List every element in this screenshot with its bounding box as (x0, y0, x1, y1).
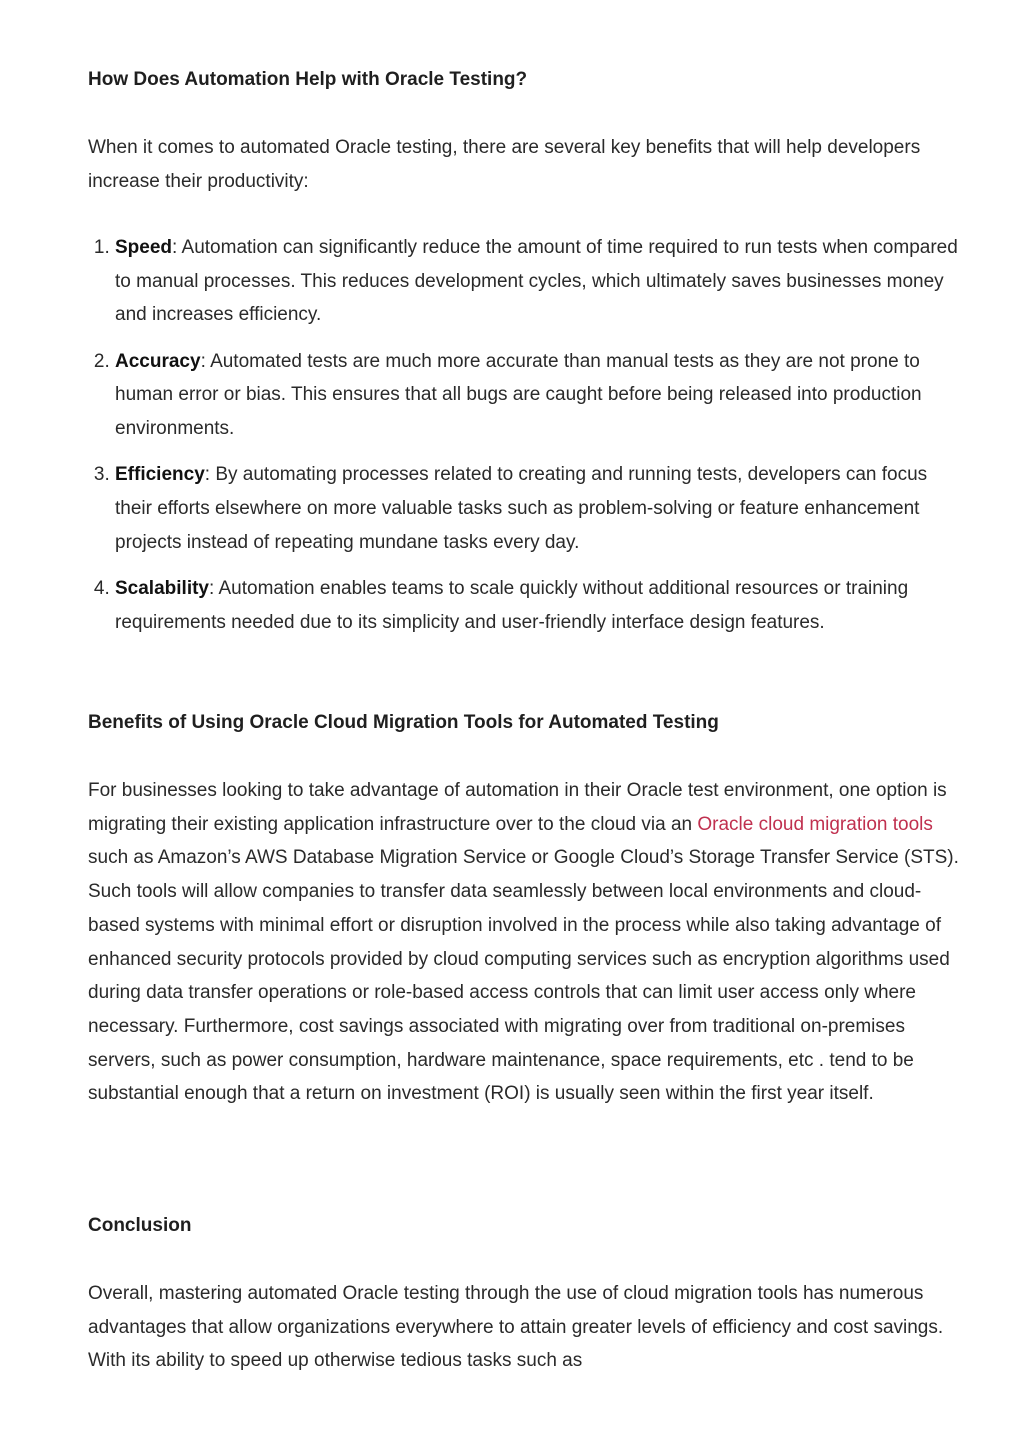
paragraph-text-after-link: such as Amazon’s AWS Database Migration Service or Google Cloud’s Storage Transfer Service (STS). Such tools will allow companies to transfer data seamlessly between local environments and cloud-based systems with minimal effort or disruption involved in the process while also taking advantage of enhanced security protocols provided by cloud computing services such as encryption algorithms used during data transfer operations or role-based access controls that can limit user access only where necessary. Furthermore, cost savings associated with migrating over from traditional on-premises servers, such as power consumption, hardware maintenance, space requirements, etc . tend to be substantial enough that a return on investment (ROI) is usually seen within the first year itself. (88, 847, 959, 1105)
benefit-text: : Automated tests are much more accurate than manual tests as they are not prone to human error or bias. This ensures that all bugs are caught before being released into production environments. (115, 350, 922, 440)
section-heading-cloud-migration: Benefits of Using Oracle Cloud Migration Tools for Automated Testing (88, 712, 719, 733)
paragraph-text-before-link: For businesses looking to take advantage of automation in their Oracle test environment, one option is migrating their existing application infrastructure over to the cloud via an (88, 780, 947, 835)
list-item-efficiency (115, 458, 966, 559)
benefit-text: : Automation enables teams to scale quickly without additional resources or training requirements needed due to its simplicity and user-friendly interface design features. (115, 578, 909, 633)
benefit-text: : Automation can significantly reduce the amount of time required to run tests when compared to manual processes. This reduces development cycles, which ultimately saves businesses money and increases efficiency. (115, 237, 958, 326)
benefits-list (88, 231, 966, 652)
intro-paragraph: When it comes to automated Oracle testing, there are several key benefits that will help developers increase their productivity: (88, 137, 921, 192)
list-item-accuracy (115, 345, 966, 446)
conclusion-paragraph: Overall, mastering automated Oracle testing through the use of cloud migration tools has numerous advantages that allow organizations everywhere to attain greater levels of efficiency and cost savings. With its ability to speed up otherwise tedious tasks such as (88, 1283, 944, 1372)
list-item-speed (115, 231, 966, 332)
section-heading-automation: How Does Automation Help with Oracle Testing? (88, 69, 528, 90)
section-heading-conclusion: Conclusion (88, 1215, 192, 1236)
list-item-scalability (115, 572, 966, 639)
benefit-term: Efficiency (115, 464, 205, 486)
oracle-cloud-migration-tools-link[interactable]: Oracle cloud migration tools (697, 813, 933, 835)
benefit-term: Scalability (115, 578, 209, 600)
cloud-migration-paragraph (88, 774, 968, 1111)
benefit-term: Accuracy (115, 350, 201, 372)
benefit-text: : By automating processes related to creating and running tests, developers can focus their efforts elsewhere on more valuable tasks such as problem-solving or feature enhancement projects instead of repeating mundane tasks every day. (115, 464, 928, 553)
benefit-term: Speed (115, 237, 173, 258)
